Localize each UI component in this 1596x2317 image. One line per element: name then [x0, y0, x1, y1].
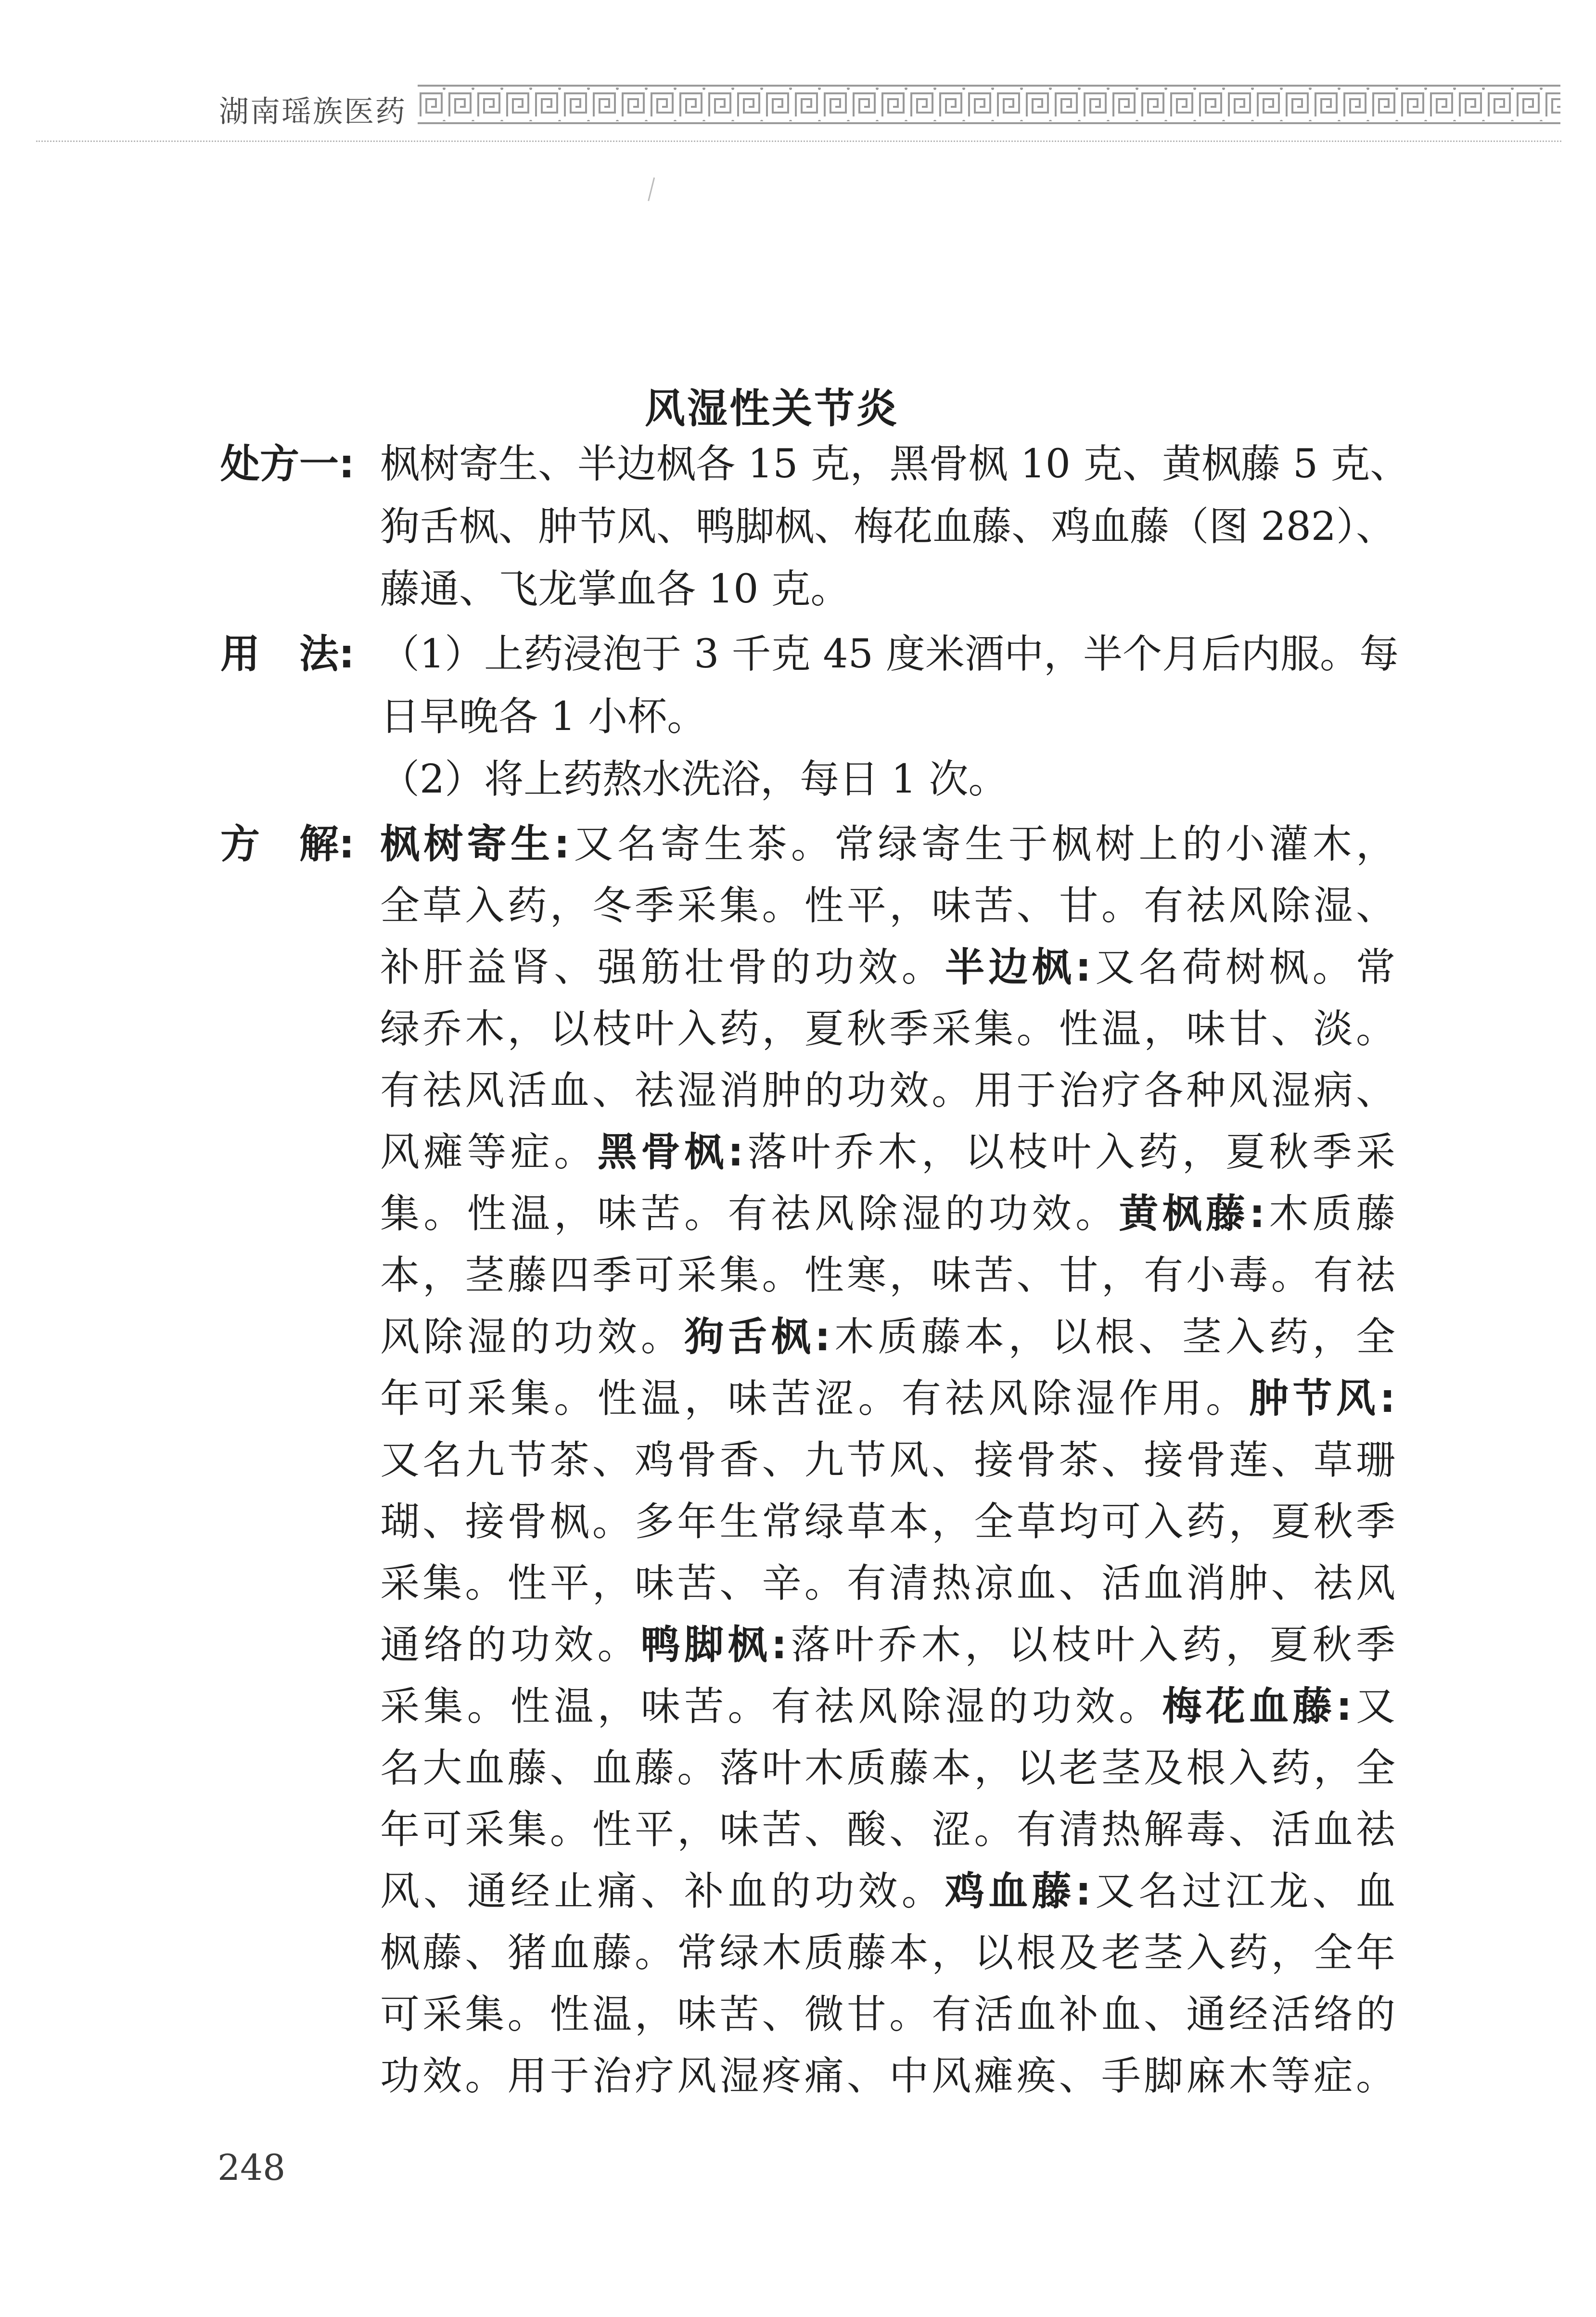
- herb-name: 梅花血藤:: [1162, 1684, 1352, 1729]
- usage-label: 用 法:: [220, 631, 355, 677]
- explanation-line: 名大血藤、血藤。落叶木质藤本，以老茎及根入药，全: [380, 1745, 1395, 1791]
- explanation-line: 功效。用于治疗风湿疼痛、中风瘫痪、手脚麻木等症。: [380, 2053, 1395, 2099]
- herb-text: 落叶乔木，以枝叶入药，夏秋季采: [743, 1129, 1395, 1175]
- prescription-line: 狗舌枫、肿节风、鸭脚枫、梅花血藤、鸡血藤（图 282）、: [380, 504, 1395, 550]
- explanation-line: 可采集。性温，味苦、微甘。有活血补血、通经活络的: [380, 1992, 1395, 2037]
- header-divider: [36, 141, 1561, 142]
- herb-text: 又名荷树枫。常: [1091, 945, 1395, 990]
- herb-name: 肿节风:: [1249, 1376, 1395, 1421]
- explanation-line: 本，茎藤四季可采集。性寒，味苦、甘，有小毒。有祛: [380, 1253, 1395, 1298]
- explanation-line: [380, 1370, 1395, 1428]
- herb-name: 鸡血藤:: [945, 1869, 1091, 1914]
- prescription-line: 枫树寄生、半边枫各 15 克，黑骨枫 10 克、黄枫藤 5 克、: [380, 441, 1410, 487]
- explanation-line: 又名九节茶、鸡骨香、九节风、接骨茶、接骨莲、草珊: [380, 1437, 1395, 1483]
- explanation-line: [380, 1616, 1395, 1674]
- usage-line: （2）将上药熬水洗浴，每日 1 次。: [380, 756, 1008, 802]
- herb-text: 又: [1352, 1684, 1395, 1729]
- explanation-line: 年可采集。性平，味苦、酸、涩。有清热解毒、活血祛: [380, 1807, 1395, 1853]
- explanation-line: [380, 816, 1395, 873]
- herb-text: 风、通经止痛、补血的功效。: [380, 1869, 945, 1914]
- prescription-line: 藤通、飞龙掌血各 10 克。: [380, 566, 850, 612]
- usage-line: 日早晚各 1 小杯。: [380, 694, 707, 740]
- herb-name: 黄枫藤:: [1119, 1191, 1265, 1237]
- herb-name: 黑骨枫:: [597, 1129, 744, 1175]
- herb-text: 风除湿的功效。: [380, 1314, 685, 1360]
- herb-name: 鸭脚枫:: [640, 1622, 787, 1668]
- stray-pen-mark: [648, 178, 662, 203]
- book-title: 湖南瑶族医药: [219, 94, 407, 129]
- explanation-line: [380, 1863, 1395, 1920]
- herb-text: 风瘫等症。: [380, 1129, 598, 1175]
- explanation-line: 采集。性平，味苦、辛。有清热凉血、活血消肿、祛风: [380, 1561, 1395, 1606]
- explanation-line: [380, 1308, 1395, 1366]
- page-number: 248: [217, 2147, 286, 2189]
- usage-line: （1）上药浸泡于 3 千克 45 度米酒中，半个月后内服。每: [380, 631, 1399, 677]
- explanation-line: [380, 939, 1395, 997]
- decorative-fret-band: [418, 83, 1560, 126]
- article-title: 风湿性关节炎: [645, 384, 899, 432]
- herb-name: 半边枫:: [945, 945, 1091, 990]
- herb-text: 木质藤本，以根、茎入药，全: [830, 1314, 1395, 1360]
- herb-text: 落叶乔木，以枝叶入药，夏秋季: [787, 1622, 1395, 1668]
- herb-text: 木质藤: [1265, 1191, 1395, 1237]
- herb-text: 补肝益肾、强筋壮骨的功效。: [380, 945, 945, 990]
- running-header: [0, 0, 1596, 159]
- herb-text: 集。性温，味苦。有祛风除湿的功效。: [380, 1191, 1119, 1237]
- explanation-line: 枫藤、猪血藤。常绿木质藤本，以根及老茎入药，全年: [380, 1930, 1395, 1976]
- explanation-line: [380, 1124, 1395, 1181]
- herb-text: 又名过江龙、血: [1091, 1869, 1395, 1914]
- explanation-label: 方 解:: [220, 821, 355, 867]
- herb-text: 采集。性温，味苦。有祛风除湿的功效。: [380, 1684, 1162, 1729]
- explanation-line: 全草入药，冬季采集。性平，味苦、甘。有祛风除湿、: [380, 883, 1395, 929]
- explanation-line: 瑚、接骨枫。多年生常绿草本，全草均可入药，夏秋季: [380, 1499, 1395, 1545]
- explanation-line: [380, 1678, 1395, 1736]
- explanation-line: 绿乔木，以枝叶入药，夏秋季采集。性温，味甘、淡。: [380, 1006, 1395, 1052]
- herb-text: 通络的功效。: [380, 1622, 641, 1668]
- herb-text: 年可采集。性温，味苦涩。有祛风除湿作用。: [380, 1376, 1250, 1421]
- herb-name: 狗舌枫:: [684, 1314, 830, 1360]
- explanation-line: 有祛风活血、祛湿消肿的功效。用于治疗各种风湿病、: [380, 1068, 1395, 1114]
- explanation-line: [380, 1185, 1395, 1243]
- herb-text: 又名寄生茶。常绿寄生于枫树上的小灌木，: [570, 821, 1395, 867]
- herb-name: 枫树寄生:: [380, 821, 570, 867]
- prescription-label: 处方一:: [220, 441, 355, 487]
